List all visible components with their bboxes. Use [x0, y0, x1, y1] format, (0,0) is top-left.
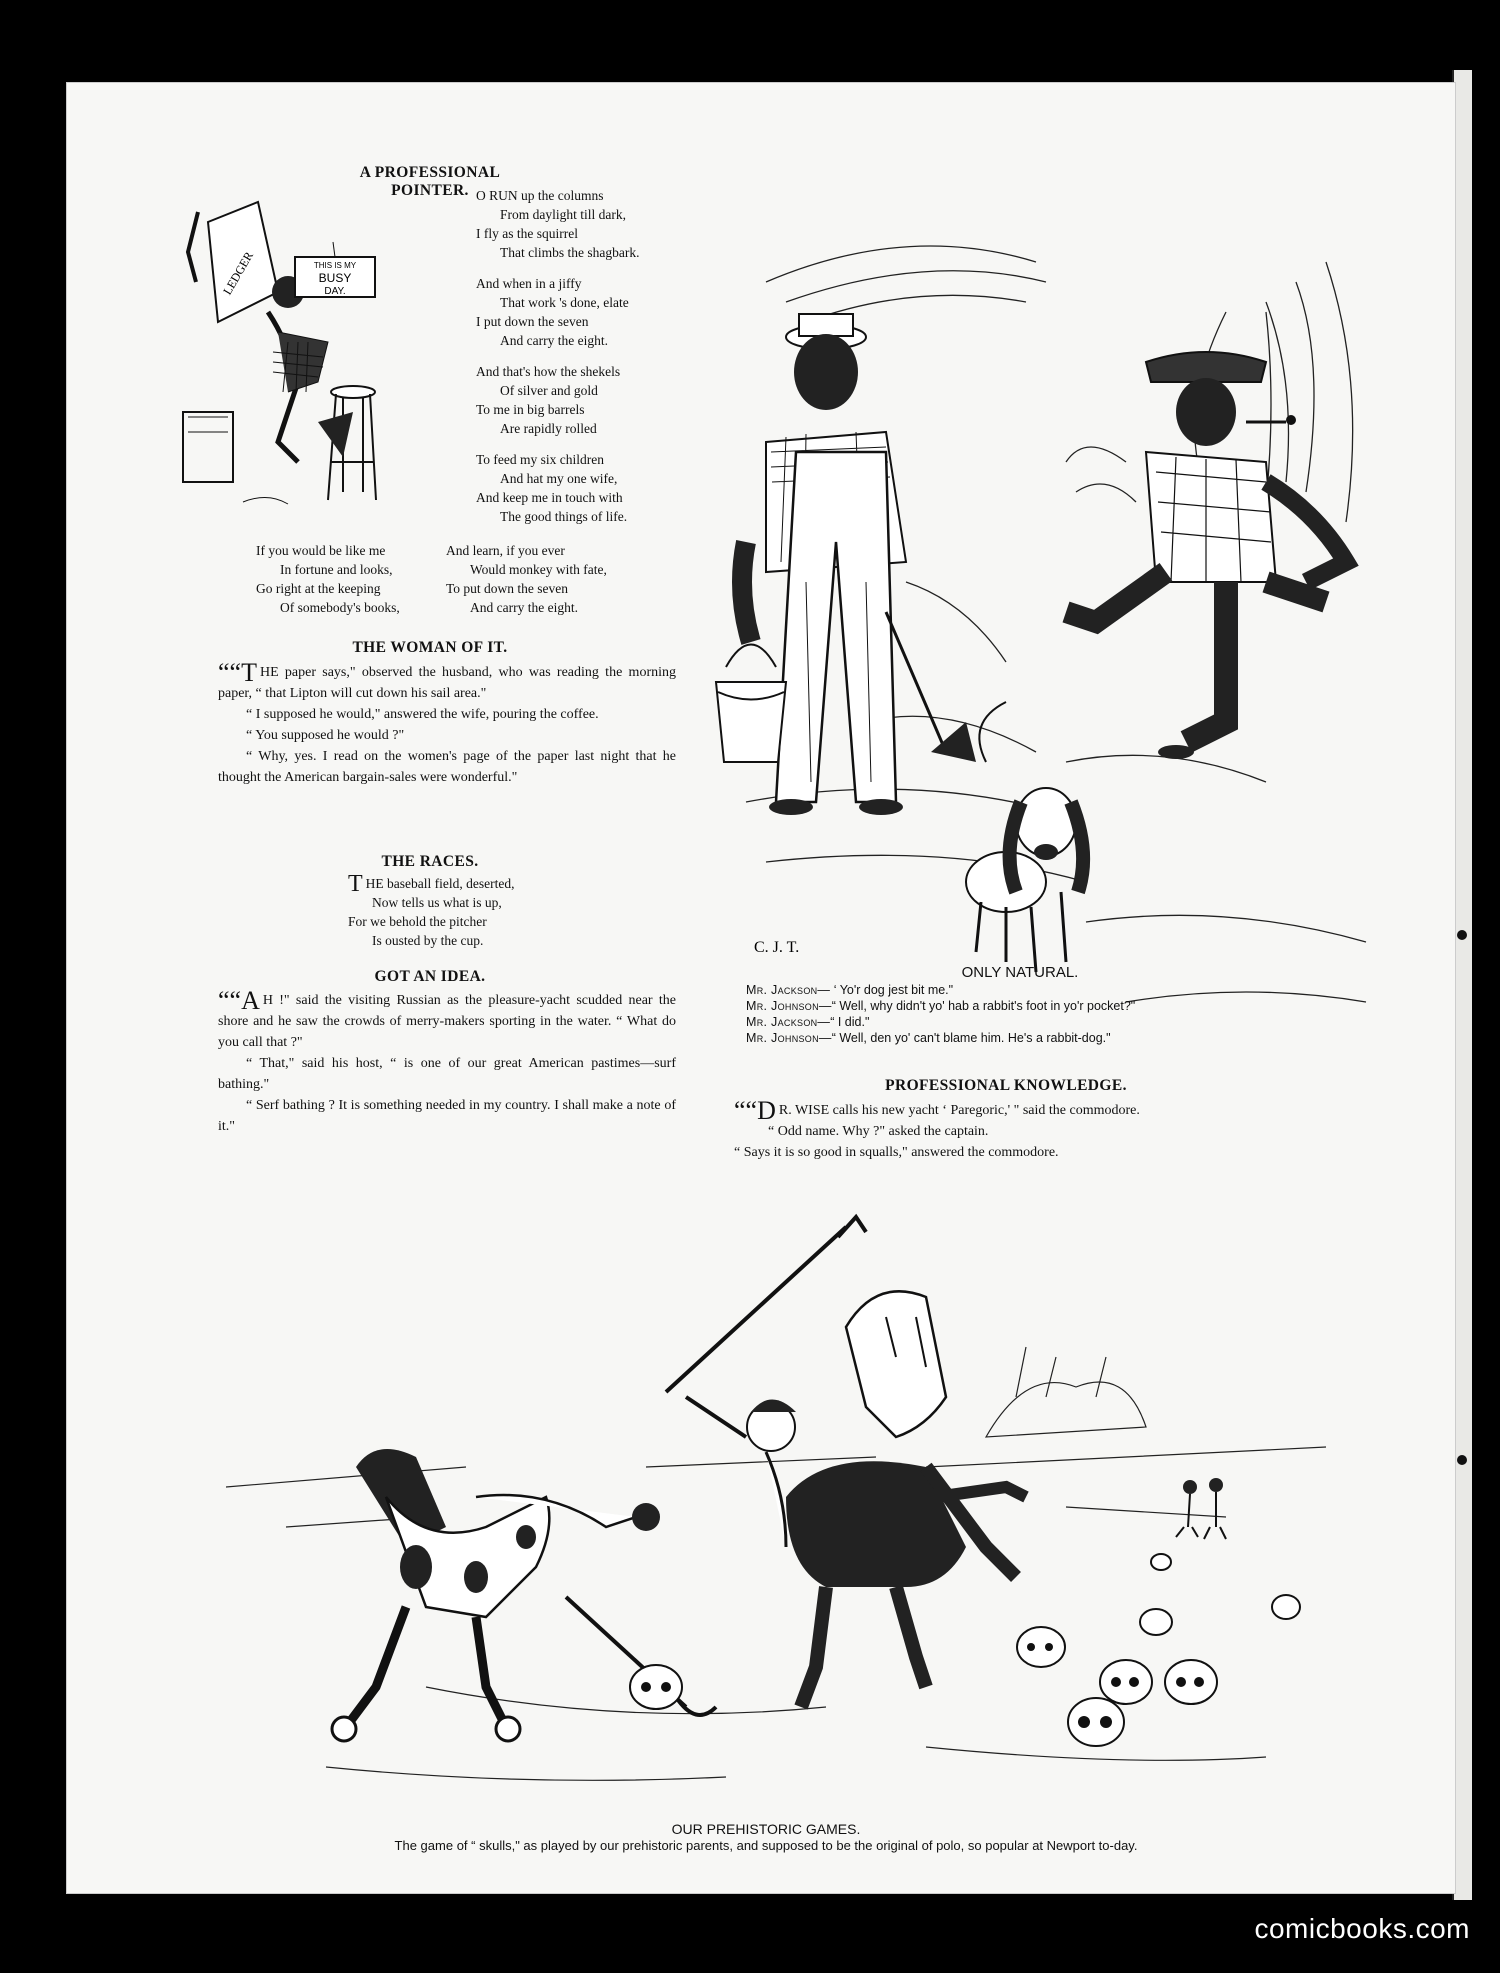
artist-signature: C. J. T.: [754, 939, 800, 956]
dialog-line: Mr. Jackson— ‘ Yo'r dog jest bit me.": [746, 983, 954, 997]
verse-line: HE baseball field, deserted,: [365, 876, 515, 891]
verse-line: If you would be like me: [256, 543, 386, 558]
paragraph: R. WISE calls his new yacht ‘ Paregoric,' " said the commodore.: [778, 1103, 1140, 1118]
knowledge-title: PROFESSIONAL KNOWLEDGE.: [885, 1077, 1127, 1094]
verse-line: I fly as the squirrel: [476, 226, 578, 241]
drop-cap: ““T: [218, 658, 257, 687]
verse-line: Now tells us what is up,: [372, 895, 502, 910]
verse-line: To me in big barrels: [476, 402, 585, 417]
races-poem: [348, 871, 588, 950]
paragraph: HE paper says," observed the husband, who was reading the morning paper, “ that Lipton will cut down his sail area.": [218, 665, 676, 701]
sign-line: DAY.: [324, 286, 346, 297]
prehistoric-games-illustration: [226, 1167, 1356, 1807]
binding-dot: [1457, 1455, 1467, 1465]
verse-line: I put down the seven: [476, 314, 589, 329]
verse-line: And learn, if you ever: [446, 543, 565, 558]
verse-line: And hat my one wife,: [500, 471, 618, 486]
paragraph: “ I supposed he would," answered the wife, pouring the coffee.: [246, 707, 599, 722]
magazine-page: [66, 82, 1456, 1894]
pointer-stanzas: [476, 186, 716, 526]
paragraph: “ Why, yes. I read on the women's page of the paper last night that he thought the American bargain-sales were wonderful.": [218, 749, 676, 785]
prehistoric-title: OUR PREHISTORIC GAMES.: [671, 1821, 861, 1837]
stanza: [476, 362, 716, 438]
ledger-label: LEDGER: [220, 249, 256, 298]
natural-dialog: [746, 982, 1366, 1046]
stanza: [476, 274, 716, 350]
verse-line: To put down the seven: [446, 581, 569, 596]
natural-title: ONLY NATURAL.: [961, 964, 1079, 981]
stanza: [476, 450, 716, 526]
verse-line: Are rapidly rolled: [500, 421, 597, 436]
drop-cap: ““A: [218, 986, 260, 1015]
bookkeeper-illustration: [178, 182, 398, 512]
prehistoric-caption: The game of “ skulls," as played by our prehistoric parents, and supposed to be the original of polo, so popular at Newport to-day.: [394, 1838, 1138, 1853]
woman-title: THE WOMAN OF IT.: [352, 639, 508, 656]
sign-line: THIS IS MY: [313, 261, 357, 270]
sign-line: BUSY: [318, 271, 352, 285]
verse-line: To feed my six children: [476, 452, 605, 467]
dialog-line: Mr. Jackson—“ I did.": [746, 1015, 870, 1029]
verse-line: Would monkey with fate,: [470, 562, 607, 577]
verse-line: Is ousted by the cup.: [372, 933, 484, 948]
paragraph: “ Odd name. Why ?" asked the captain.: [768, 1124, 989, 1139]
verse-line: In fortune and looks,: [280, 562, 393, 577]
binding-dot: [1457, 930, 1467, 940]
verse-line: Go right at the keeping: [256, 581, 381, 596]
verse-line: Of somebody's books,: [280, 600, 400, 615]
pointer-title: A PROFESSIONAL POINTER.: [359, 164, 501, 199]
stanza: [476, 186, 716, 262]
verse-line: And that's how the shekels: [476, 364, 621, 379]
paragraph: “ Serf bathing ? It is something needed in my country. I shall make a note of it.": [218, 1098, 676, 1134]
verse-line: Of silver and gold: [500, 383, 598, 398]
drop-cap: T: [348, 871, 363, 897]
verse-line: And keep me in touch with: [476, 490, 623, 505]
only-natural-illustration: [706, 162, 1406, 1022]
watermark: comicbooks.com: [1254, 1913, 1470, 1944]
dialog-line: Mr. Johnson—“ Well, why didn't yo' hab a rabbit's foot in yo'r pocket?": [746, 999, 1136, 1013]
pointer-bottom-left: [256, 541, 436, 617]
verse-line: The good things of life.: [500, 509, 628, 524]
pointer-bottom-right: [446, 541, 656, 617]
drop-cap: ““D: [734, 1096, 776, 1125]
paragraph: “ You supposed he would ?": [246, 728, 405, 743]
woman-story: [218, 658, 676, 788]
knowledge-story: [734, 1096, 1374, 1163]
verse-line: That climbs the shagbark.: [500, 245, 640, 260]
idea-story: [218, 986, 676, 1137]
races-title: THE RACES.: [381, 853, 479, 870]
verse-line: For we behold the pitcher: [348, 914, 487, 929]
paragraph: “ Says it is so good in squalls," answered the commodore.: [734, 1145, 1059, 1160]
verse-line: O RUN up the columns: [476, 188, 604, 203]
verse-line: And carry the eight.: [470, 600, 578, 615]
dialog-line: Mr. Johnson—“ Well, den yo' can't blame him. He's a rabbit-dog.": [746, 1031, 1111, 1045]
verse-line: That work 's done, elate: [500, 295, 629, 310]
verse-line: And when in a jiffy: [476, 276, 582, 291]
verse-line: From daylight till dark,: [500, 207, 626, 222]
paragraph: H !" said the visiting Russian as the pleasure-yacht scudded near the shore and he saw the crowds of merry-makers sporting in the water. “ What do you call that ?": [218, 993, 676, 1050]
verse-line: And carry the eight.: [500, 333, 608, 348]
paragraph: “ That," said his host, “ is one of our great American pastimes—surf bathing.": [218, 1056, 676, 1092]
idea-title: GOT AN IDEA.: [374, 968, 486, 985]
